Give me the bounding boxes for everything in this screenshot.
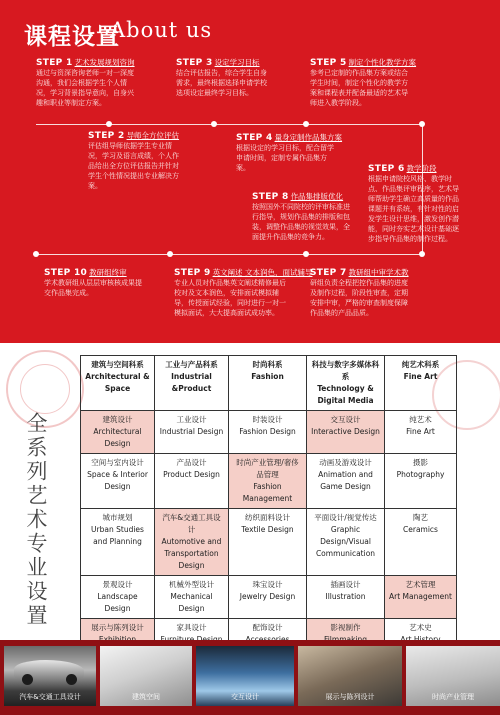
section-title-cn: 课程设置	[24, 24, 120, 50]
step-desc: 根据申请院校风格、教学时点、作品集评审程序，艺术导师帮助学生确立高质量的作品课题并有系统，有针对性的启发学生设计思维，激发创作潜能，同时夯实艺术设计基础逐步指导作品集的制作过程。	[368, 175, 459, 243]
step-label: STEP 4	[236, 133, 273, 143]
step-desc: 专业人员对作品集英文阐述精修最后校对及文本润色，安排面试模拟辅导，传授面试经验，同时进行一对一模拟面试，大大提高面试成功率。	[174, 279, 286, 317]
major-cell: 插画设计 Illustration	[307, 576, 385, 619]
photo-caption: 交互设计	[231, 693, 259, 701]
major-cell: 时装设计 Fashion Design	[229, 411, 307, 454]
step-desc: 通过与资深咨询老师一对一深度沟通，我们会根据学生个人情况，学习背景指导意向，自身兴趣和职业等制定方案。	[36, 69, 134, 107]
timeline-dot	[303, 121, 309, 127]
step-label: STEP 10	[44, 268, 88, 278]
step-8	[252, 192, 350, 242]
major-cell: 展示与陈列设计	[81, 619, 155, 662]
major-cell: 纯艺术 Fine Art	[385, 411, 457, 454]
column-header: 时尚科系 Fashion	[229, 356, 307, 411]
column-header: 工业与产品科系 Industrial &Product	[155, 356, 229, 411]
photo-caption: 展示与陈列设计	[325, 693, 375, 701]
timeline-dot	[419, 121, 425, 127]
major-cell: 配饰设计	[229, 619, 307, 662]
major-cell: 城市规划 Urban Studies and Planning	[81, 509, 155, 576]
step-desc: 研组负责全程把控作品集的进度及制作过程，阶段性审查，定期安排中审，严格的审查制度保障作品集的产品品质。	[310, 279, 408, 317]
column-header: 纯艺术科系 Fine Art	[385, 356, 457, 411]
step-desc: 按照国外不同院校的评审标准进行指导，规划作品集的排版和包装，调整作品集的视觉效果，全面提升作品集的竞争力。	[252, 203, 350, 241]
major-cell: 时尚产业管理/奢侈品管理 Fashion Management	[229, 454, 307, 509]
step-desc: 参考已定制的作品集方案或结合学生时间，制定个性化的教学方案和课程表并配备最适的艺术导师进入教学阶段。	[310, 69, 408, 107]
step-5	[310, 58, 417, 108]
photo-architecture	[100, 646, 192, 706]
table-row	[81, 576, 457, 619]
step-title: 教研组中审学术教	[348, 268, 409, 277]
major-cell: 动画及游戏设计 Animation and Game Design	[307, 454, 385, 509]
major-cell: 艺术管理 Art Management	[385, 576, 457, 619]
table-row	[81, 454, 457, 509]
step-1	[36, 58, 136, 108]
photo-caption: 时尚产业管理	[432, 693, 474, 701]
step-title: 教学阶段	[406, 164, 437, 173]
major-cell: 摄影 Photography	[385, 454, 457, 509]
wheel-shape	[66, 674, 77, 685]
majors-table	[80, 355, 457, 662]
photo-exhibition	[298, 646, 402, 706]
photo-caption: 汽车&交通工具设计	[19, 693, 81, 701]
step-9	[174, 268, 313, 318]
step-label: STEP 6	[368, 164, 405, 174]
major-cell: 机械外型设计 Mechanical Design	[155, 576, 229, 619]
step-label: STEP 8	[252, 192, 289, 202]
step-label: STEP 3	[176, 58, 213, 68]
step-title: 教研组终审	[89, 268, 127, 277]
step-title: 艺术发展规划咨询	[74, 58, 135, 67]
step-4	[236, 133, 343, 173]
timeline-dot	[211, 121, 217, 127]
step-10	[44, 268, 148, 298]
major-cell: 陶艺 Ceramics	[385, 509, 457, 576]
major-cell: 景观设计 Landscape Design	[81, 576, 155, 619]
step-label: STEP 2	[88, 131, 125, 141]
major-cell: 平面设计/视觉传达 Graphic Design/Visual Communication	[307, 509, 385, 576]
table-row	[81, 411, 457, 454]
step-title: 制定个性化教学方案	[348, 58, 417, 67]
major-cell: 产品设计 Product Design	[155, 454, 229, 509]
step-6	[368, 164, 464, 244]
major-cell: 影视制作	[307, 619, 385, 662]
photo-automotive	[4, 646, 96, 706]
step-label: STEP 7	[310, 268, 347, 278]
major-cell: 艺术史	[385, 619, 457, 662]
step-label: STEP 1	[36, 58, 73, 68]
step-7	[310, 268, 414, 318]
timeline-dot	[303, 251, 309, 257]
table-row	[81, 509, 457, 576]
connector-line	[36, 254, 422, 255]
step-desc: 结合评估报告，综合学生自身需求，最终根据选择申请学校选项设定最终学习目标。	[176, 69, 267, 97]
step-label: STEP 9	[174, 268, 211, 278]
timeline-dot	[106, 121, 112, 127]
photo-caption: 建筑空间	[132, 693, 160, 701]
section-title-en: About us	[110, 18, 213, 42]
photo-fashion	[406, 646, 500, 706]
major-cell: 交互设计 Interactive Design	[307, 411, 385, 454]
major-cell: 空间与室内设计 Space & Interior Design	[81, 454, 155, 509]
photo-interactive	[196, 646, 294, 706]
major-cell: 工业设计 Industrial Design	[155, 411, 229, 454]
step-desc: 评估组导师依据学生专业情况，学习及语言成绩，个人作品给出全方位评估报告并针对学生个性情况提出专业解决方案。	[88, 142, 179, 190]
timeline-dot	[419, 251, 425, 257]
major-cell: 家具设计	[155, 619, 229, 662]
step-title: 设定学习目标	[214, 58, 260, 67]
connector-line	[36, 124, 422, 125]
major-cell: 纺织面料设计 Textile Design	[229, 509, 307, 576]
step-2	[88, 131, 184, 191]
step-title: 导师全方位评估	[126, 131, 180, 140]
step-label: STEP 5	[310, 58, 347, 68]
column-header: 科技与数字多媒体科系 Technology & Digital Media	[307, 356, 385, 411]
process-section	[0, 0, 500, 343]
major-cell: 珠宝设计 Jewelry Design	[229, 576, 307, 619]
column-header: 建筑与空间科系 Architectural & Space	[81, 356, 155, 411]
step-title: 英文阐述 文本润色，面试辅导	[212, 268, 313, 277]
step-3	[176, 58, 272, 98]
step-title: 作品集排版优化	[290, 192, 344, 201]
timeline-dot	[33, 251, 39, 257]
major-cell: 建筑设计 Architectural Design	[81, 411, 155, 454]
timeline-dot	[167, 251, 173, 257]
table-header-row	[81, 356, 457, 411]
step-title: 量身定制作品集方案	[274, 133, 343, 142]
wheel-shape	[22, 674, 33, 685]
step-desc: 学术教研组从层层审核核成果提交作品集完成。	[44, 279, 142, 297]
major-cell: 汽车&交通工具设计 Automotive and Transportation Design	[155, 509, 229, 576]
side-title: 全系列艺术专业设置	[24, 412, 48, 628]
step-desc: 根据设定的学习目标，配合留学申请时间，定制专属作品集方案。	[236, 144, 334, 172]
